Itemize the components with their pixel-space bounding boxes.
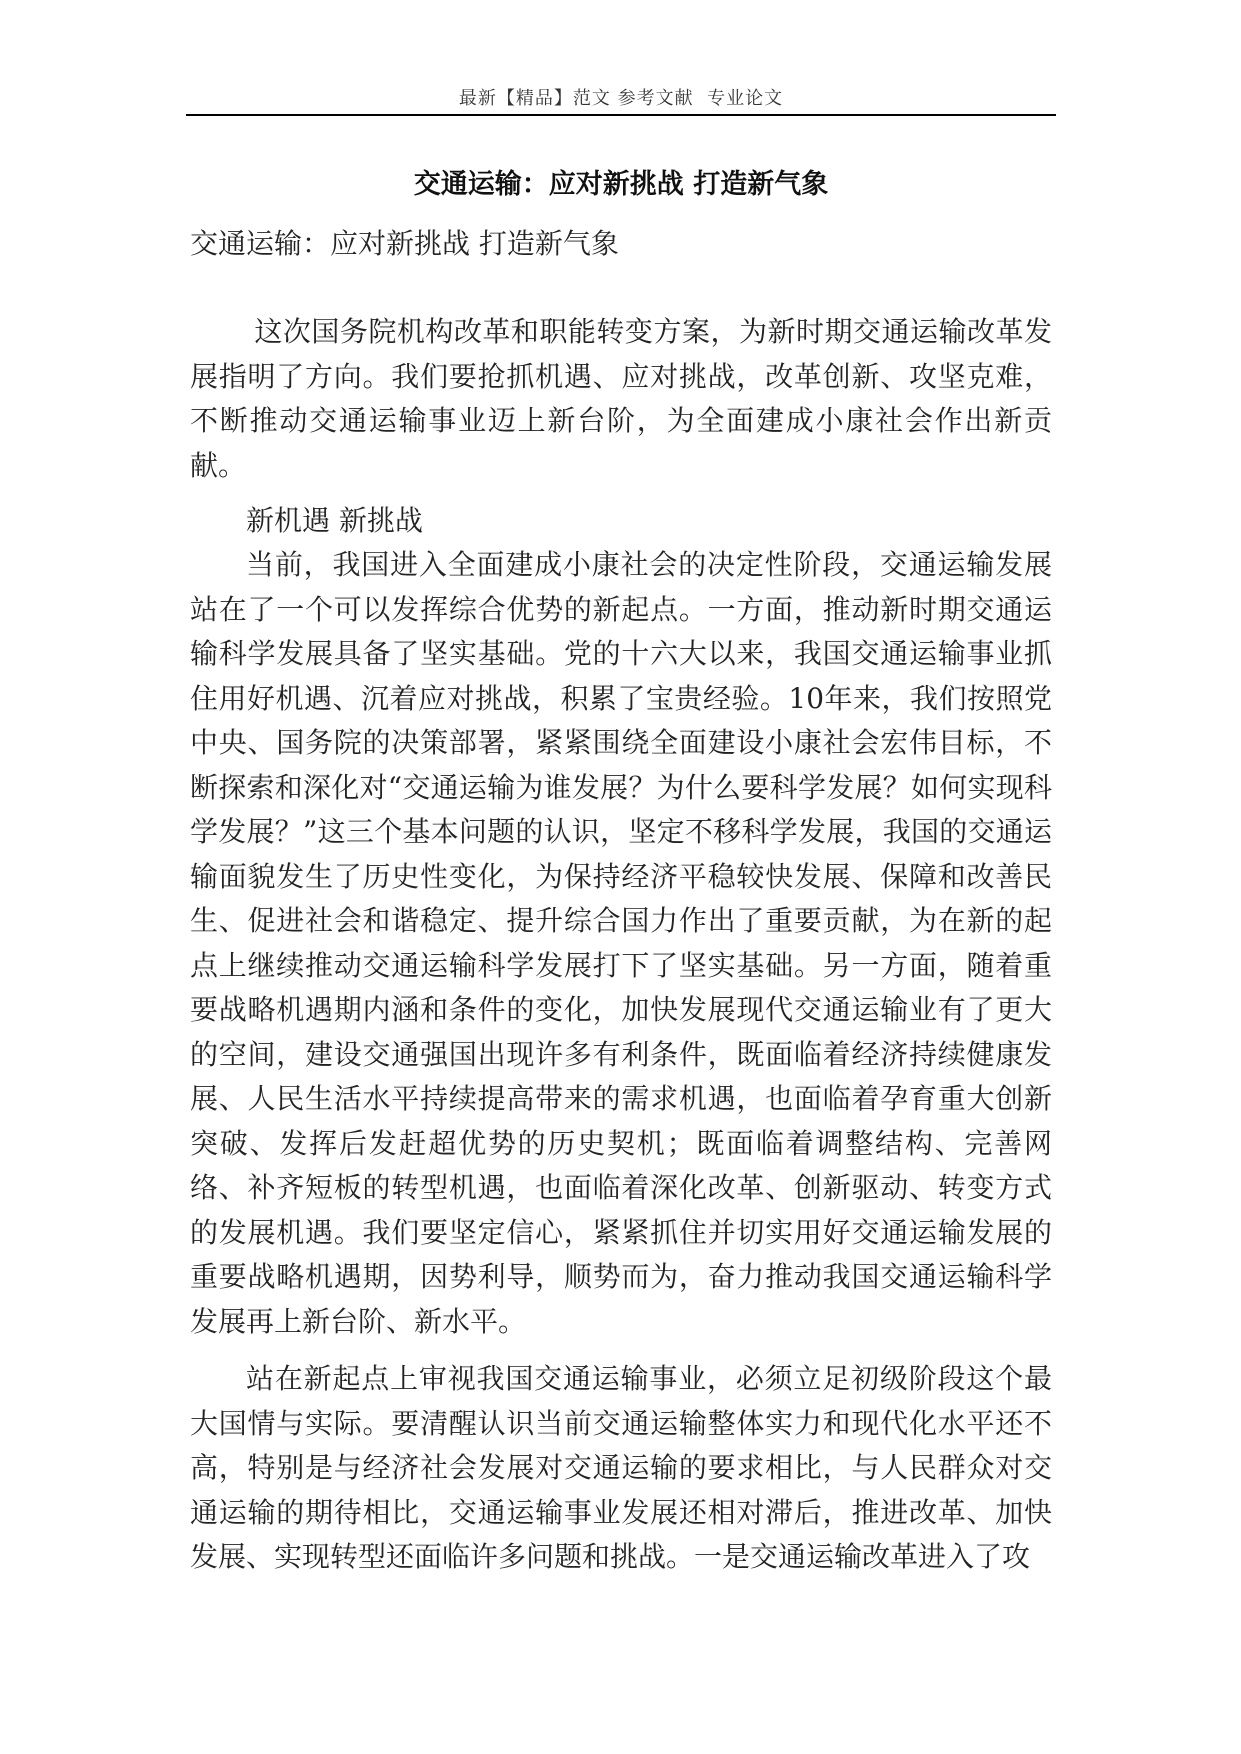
paragraph-text: 站在新起点上审视我国交通运输事业，必须立足初级阶段这个最大国情与实际。要清醒认识当前交通运输整体实力和现代化水平还不高，特别是与经济社会发展对交通运输的要求相比，与人民群众对交通运输的期待相比，交通运输事业发展还相对滞后，推进改革、加快发展、实现转型还面临许多问题和挑战。一是交通运输改革进入了攻 bbox=[190, 1362, 1052, 1573]
section-heading: 新机遇 新挑战 bbox=[246, 504, 423, 537]
page-header: 最新【精品】范文 参考文献 专业论文 bbox=[458, 88, 784, 109]
intro-paragraph: 这次国务院机构改革和职能转变方案，为新时期交通运输改革发展指明了方向。我们要抢抓机遇、应对挑战，改革创新、攻坚克难，不断推动交通运输事业迈上新台阶，为全面建成小康社会作出新贡献。 bbox=[190, 315, 1052, 482]
document-title: 交通运输：应对新挑战 打造新气象 bbox=[413, 169, 829, 200]
paragraph-text: 当前，我国进入全面建成小康社会的决定性阶段，交通运输发展站在了一个可以发挥综合优势的新起点。一方面，推动新时期交通运输科学发展具备了坚实基础。党的十六大以来，我国交通运输事业抓住用好机遇、沉着应对挑战，积累了宝贵经验。10年来，我们按照党中央、国务院的决策部署，紧紧围绕全面建设小康社会宏伟目标，不断探索和深化对“交通运输为谁发展？为什么要科学发展？如何实现科学发展？”这三个基本问题的认识，坚定不移科学发展，我国的交通运输面貌发生了历史性变化，为保持经济平稳较快发展、保障和改善民生、促进社会和谐稳定、提升综合国力作出了重要贡献，为在新的起点上继续推动交通运输科学发展打下了坚实基础。另一方面，随着重要战略机遇期内涵和条件的变化，加快发展现代交通运输业有了更大的空间，建设交通强国出现许多有利条件，既面临着经济持续健康发展、人民生活水平持续提高带来的需求机遇，也面临着孕育重大创新突破、发挥后发赶超优势的历史契机；既面临着调整结构、完善网络、补齐短板的转型机遇，也面临着深化改革、创新驱动、转变方式的发展机遇。我们要坚定信心，紧紧抓住并切实用好交通运输发展的重要战略机遇期，因势利导，顺势而为，奋力推动我国交通运输科学发展再上新台阶、新水平。 bbox=[190, 548, 1052, 1338]
body-paragraph bbox=[190, 1357, 1052, 1580]
header-rule bbox=[186, 114, 1056, 116]
document-subtitle: 交通运输：应对新挑战 打造新气象 bbox=[190, 227, 619, 260]
body-paragraph bbox=[190, 543, 1052, 1344]
